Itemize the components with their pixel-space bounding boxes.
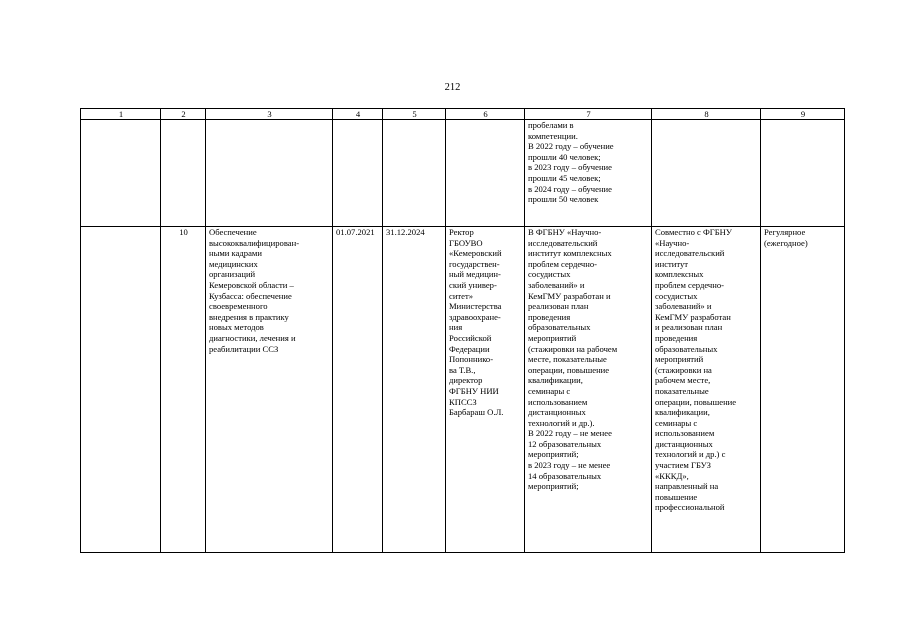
page-number: 212 bbox=[444, 82, 461, 93]
item-number-cell: 10 bbox=[161, 227, 206, 553]
table-cell bbox=[652, 120, 761, 227]
column-number-9: 9 bbox=[761, 109, 845, 120]
results-cell: пробелами в компетенции. В 2022 году – обучение прошли 40 человек; в 2023 году – обучение прошли 45 человек; в 2024 году – обучение прошли 50 человек bbox=[525, 120, 652, 227]
column-number-7: 7 bbox=[525, 109, 652, 120]
table-cell bbox=[761, 120, 845, 227]
table-row bbox=[81, 120, 845, 227]
column-number-5: 5 bbox=[383, 109, 446, 120]
measure-description-cell: Обеспечение высококвалифицирован- ными кадрами медицинских организаций Кемеровской области – Кузбасса: обеспечение своевременного внедрения в практику новых методов диагностики, лечения и реабилитации ССЗ bbox=[206, 227, 333, 553]
column-number-8: 8 bbox=[652, 109, 761, 120]
responsible-cell: Ректор ГБОУВО «Кемеровский государствен- ный медицин- ский универ- ситет» Министерства здравоохране- ния Российской Федерации Попоннико- ва Т.В., директор ФГБНУ НИИ КПССЗ Барбараш О.Л. bbox=[446, 227, 525, 553]
description-cell: Совместно с ФГБНУ «Научно- исследовательский институт комплексных проблем сердечно- сосудистых заболеваний» и КемГМУ разработан и реализован план проведения образовательных мероприятий (стажировки на рабочем месте, показательные операции, повышение квалификации, семинары с использованием дистанционных технологий и др.) с участием ГБУЗ «КККД», направленный на повышение профессиональной bbox=[652, 227, 761, 553]
table-cell bbox=[81, 120, 161, 227]
table-cell bbox=[161, 120, 206, 227]
document-table bbox=[80, 108, 845, 553]
end-date-cell: 31.12.2024 bbox=[383, 227, 446, 553]
table-header-row bbox=[81, 109, 845, 120]
results-cell: В ФГБНУ «Научно- исследовательский институт комплексных проблем сердечно- сосудистых заболеваний» и КемГМУ разработан и реализован план проведения образовательных мероприятий (стажировки на рабочем месте, показательные операции, повышение квалификации, семинары с использованием дистанционных технологий и др.). В 2022 году – не менее 12 образовательных мероприятий; в 2023 году – не менее 14 образовательных мероприятий; bbox=[525, 227, 652, 553]
table-cell bbox=[383, 120, 446, 227]
start-date-cell: 01.07.2021 bbox=[333, 227, 383, 553]
column-number-2: 2 bbox=[161, 109, 206, 120]
column-number-4: 4 bbox=[333, 109, 383, 120]
column-number-6: 6 bbox=[446, 109, 525, 120]
periodicity-cell: Регулярное (ежегодное) bbox=[761, 227, 845, 553]
table-row bbox=[81, 227, 845, 553]
table-cell bbox=[81, 227, 161, 553]
column-number-3: 3 bbox=[206, 109, 333, 120]
table-cell bbox=[333, 120, 383, 227]
table-cell bbox=[446, 120, 525, 227]
table-cell bbox=[206, 120, 333, 227]
column-number-1: 1 bbox=[81, 109, 161, 120]
